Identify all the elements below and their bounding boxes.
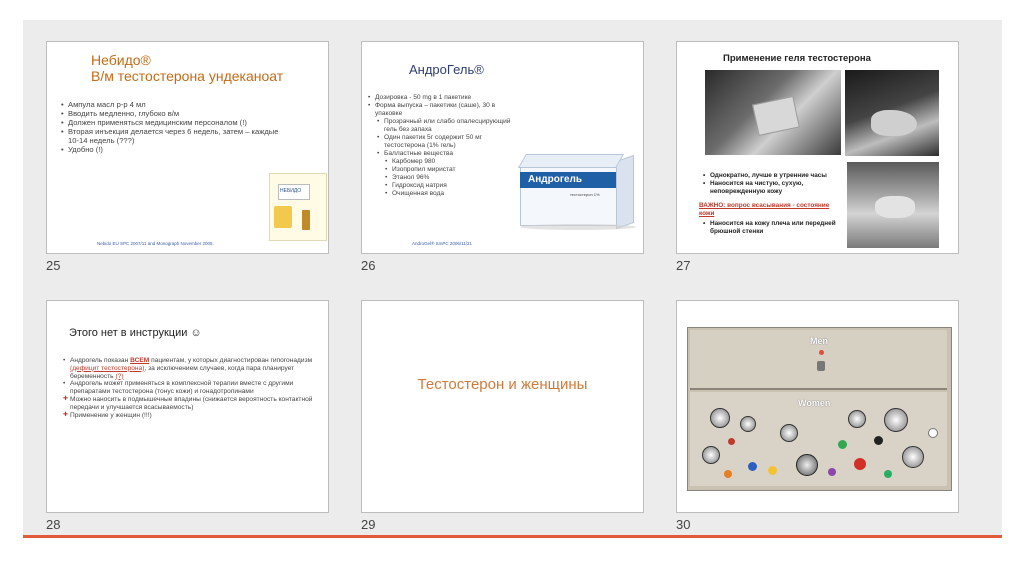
bullet-emphasis: ВСЕМ [130, 357, 150, 364]
button-purple-icon [828, 468, 836, 476]
knob-icon [710, 408, 730, 428]
slide-thumbnail-27[interactable] [676, 41, 959, 254]
product-box-brand: Андрогель [528, 174, 583, 185]
slide-number-28: 28 [46, 517, 61, 532]
slide-title [91, 52, 283, 84]
slide-title: Применение геля тестостерона [723, 53, 871, 64]
slide-number-30: 30 [676, 517, 691, 532]
bullet-item: • Этанол 96% [368, 174, 518, 182]
slide-thumbnail-26[interactable] [361, 41, 644, 254]
bullet-item: • Ампула масл р-р 4 мл [61, 100, 291, 109]
bullet-text: пациентам, у которых диагностирован гипогонадизм [149, 357, 313, 364]
slide-footnote: Nebido EU SPC 2007/11 and Monograph November 2005. [97, 241, 214, 246]
knob-icon [702, 446, 720, 464]
accent-divider [23, 535, 1002, 538]
slide-thumbnail-29[interactable] [361, 300, 644, 513]
product-image [269, 173, 327, 241]
slide-title: АндроГель® [409, 62, 484, 77]
button-orange-icon [724, 470, 732, 478]
bullet-list [63, 357, 319, 419]
bullet-item: • Наносится на кожу плеча или передней брюшной стенки [703, 220, 843, 236]
product-box-sub: тестостерон 1% [570, 192, 600, 197]
bullet-link: (дефицит тестостерона) [70, 364, 145, 372]
bullet-item: • Дозировка - 50 mg в 1 пакетике [368, 94, 518, 102]
bullet-item: • Балластные вещества [368, 150, 518, 158]
photo-hand-sachet [705, 70, 841, 155]
control-panel-photo [687, 327, 952, 491]
button-white-icon [928, 428, 938, 438]
slide-title: Этого нет в инструкции ☺ [69, 327, 202, 339]
bullet-list [368, 94, 518, 198]
warning-text: ВАЖНО: вопрос всасывания - состояние кожи [699, 202, 830, 217]
bullet-item: • Вторая инъекция делается через 6 недель, затем – каждые 10-14 недель (???) [61, 127, 291, 145]
bullet-text: Андрогель показан [70, 357, 131, 364]
bullet-item: • Андрогель может применяться в комплексной терапии вместе с другими препаратами тестостерона (тонус кожи) и гонадотропинами [63, 380, 319, 396]
bullet-item: ✚ Применение у женщин (!!!) [63, 412, 319, 420]
bullet-question: (?) [115, 372, 124, 380]
bullet-item: • Удобно (!) [61, 145, 291, 154]
bullet-item: • Изопропил миристат [368, 166, 518, 174]
knob-icon [884, 408, 908, 432]
bullet-item: • Очищенная вода [368, 190, 518, 198]
men-indicator-icon [819, 350, 824, 355]
knob-icon [780, 424, 798, 442]
photo-torso [847, 162, 939, 248]
slide-number-27: 27 [676, 258, 691, 273]
bullet-list [703, 172, 843, 196]
slide-title-line2: В/м тестостерона ундеканоат [91, 68, 284, 84]
bullet-item [63, 357, 319, 380]
men-label: Men [810, 336, 828, 346]
knob-icon [796, 454, 818, 476]
bullet-item: • Однократно, лучше в утренние часы [703, 172, 843, 180]
slide-thumbnail-25[interactable] [46, 41, 329, 254]
knob-icon [902, 446, 924, 468]
slide-number-26: 26 [361, 258, 376, 273]
bullet-item: • Карбомер 980 [368, 158, 518, 166]
slide-number-29: 29 [361, 517, 376, 532]
bullet-item: • Один пакетик 5г содержит 50 мг тестостерона (1% гель) [368, 134, 518, 150]
bullet-item: • Наносится на чистую, сухую, неповрежденную кожу [703, 180, 843, 196]
men-switch-icon [817, 361, 825, 371]
product-box-image [520, 152, 638, 230]
slide-title: Тестостерон и женщины [417, 376, 588, 393]
bullet-item: • Вводить медленно, глубоко в/м [61, 109, 291, 118]
bullet-item: • Прозрачный или слабо опалесцирующий гель без запаха [368, 118, 518, 134]
button-red-icon [854, 458, 866, 470]
button-yellow-icon [768, 466, 777, 475]
slide-thumbnail-30[interactable] [676, 300, 959, 513]
product-label: НЕБИДО [280, 188, 302, 194]
photo-hands-gel [845, 70, 939, 156]
bullet-item: ✚ Можно наносить в подмышечные впадины (снижается вероятность контактной передачи и улучшается всасываемость) [63, 396, 319, 412]
bullet-item: • Должен применяться медицинским персоналом (!) [61, 118, 291, 127]
knob-icon [848, 410, 866, 428]
slide-footnote: AndroGel® SmPC 2006/11/21 [412, 241, 473, 246]
button-green-icon [884, 470, 892, 478]
button-green-icon [838, 440, 847, 449]
slide-thumbnail-28[interactable] [46, 300, 329, 513]
button-blue-icon [748, 462, 757, 471]
button-black-icon [874, 436, 883, 445]
bullet-item: • Гидроксид натрия [368, 182, 518, 190]
bullet-list [61, 100, 291, 154]
knob-icon [740, 416, 756, 432]
bullet-item: • Форма выпуска – пакетики (саше), 30 в упаковке [368, 102, 518, 118]
bullet-list-2 [703, 220, 843, 236]
women-label: Women [798, 398, 831, 408]
slide-title-line1: Небидо® [91, 52, 151, 68]
button-red-icon [728, 438, 735, 445]
slide-number-25: 25 [46, 258, 61, 273]
bullet-text: , за исключением случаев, когда пара планирует беременность [70, 364, 295, 380]
